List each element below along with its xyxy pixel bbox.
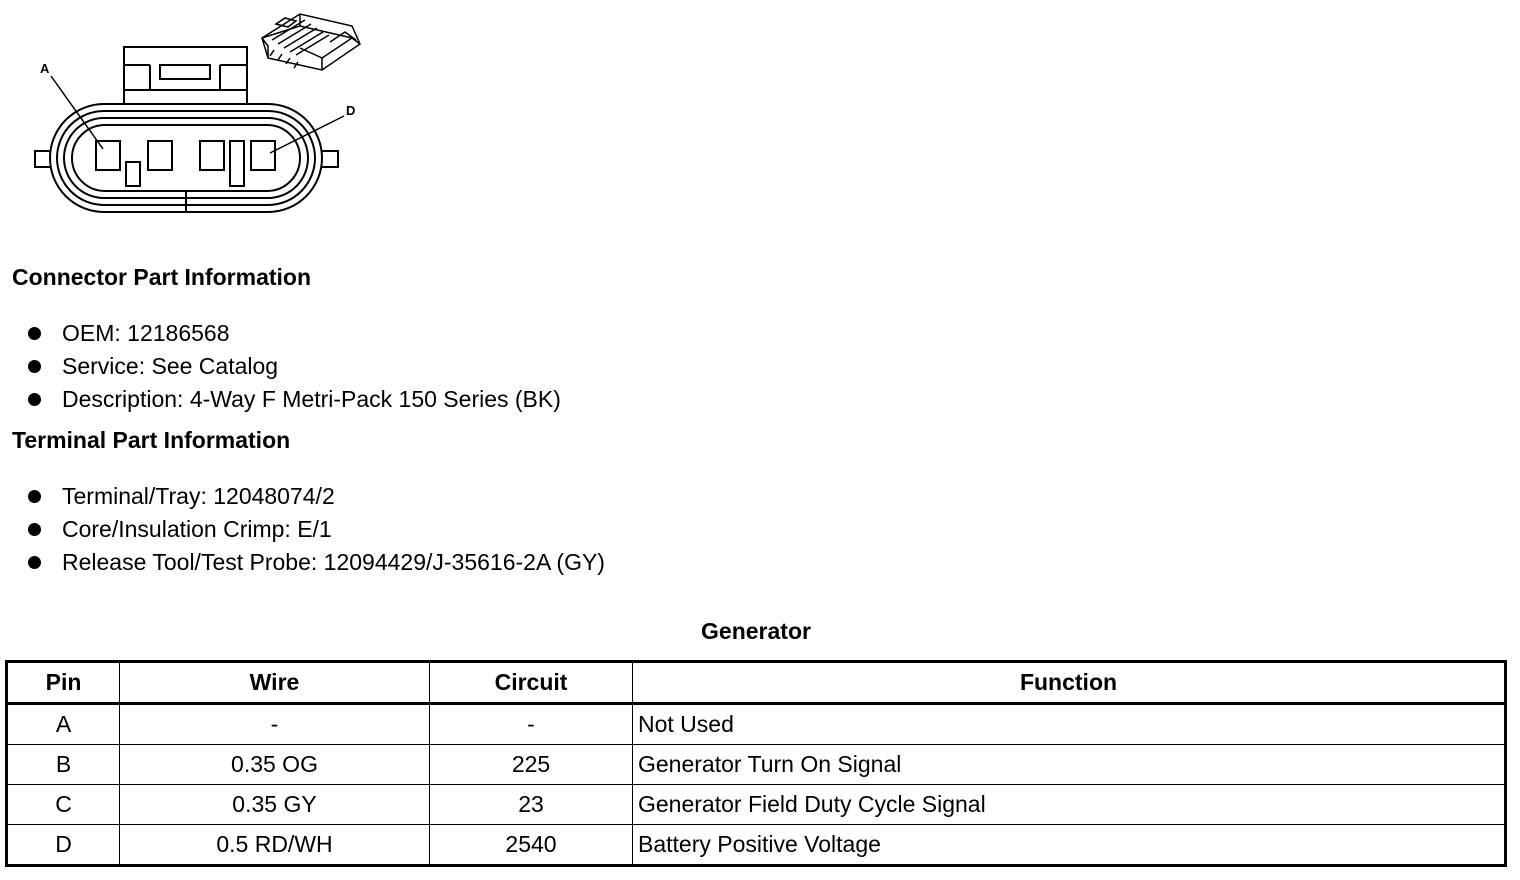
list-item: Release Tool/Test Probe: 12094429/J-35616-2A (GY) <box>28 546 605 579</box>
cell-function: Battery Positive Voltage <box>633 825 1506 866</box>
table-header-row <box>7 662 1506 704</box>
table-title: Generator <box>701 618 811 644</box>
cell-wire: - <box>120 704 430 745</box>
header-function: Function <box>633 662 1506 704</box>
connector-isometric-icon <box>262 14 360 70</box>
cell-wire: 0.35 GY <box>120 785 430 825</box>
cell-wire: 0.35 OG <box>120 745 430 785</box>
header-wire: Wire <box>120 662 430 704</box>
terminal-part-info-heading: Terminal Part Information <box>12 427 291 453</box>
cell-circuit: - <box>430 704 633 745</box>
pin-a-label: A <box>40 61 50 76</box>
list-item: Core/Insulation Crimp: E/1 <box>28 513 605 546</box>
list-item: Service: See Catalog <box>28 350 561 383</box>
list-item: Description: 4-Way F Metri-Pack 150 Series (BK) <box>28 383 561 416</box>
table-row <box>7 825 1506 866</box>
bullet-icon <box>28 556 41 569</box>
terminal-part-info-list <box>28 480 605 579</box>
connector-face-diagram <box>0 0 380 225</box>
list-item: OEM: 12186568 <box>28 317 561 350</box>
cell-function: Generator Turn On Signal <box>633 745 1506 785</box>
cell-circuit: 23 <box>430 785 633 825</box>
bullet-icon <box>28 327 41 340</box>
connector-part-info-list <box>28 317 561 416</box>
pinout-table <box>5 660 1507 867</box>
cell-pin: B <box>7 745 120 785</box>
pin-d-label: D <box>346 103 356 118</box>
table-row <box>7 785 1506 825</box>
header-circuit: Circuit <box>430 662 633 704</box>
cell-pin: A <box>7 704 120 745</box>
bullet-icon <box>28 360 41 373</box>
cell-pin: D <box>7 825 120 866</box>
table-row <box>7 745 1506 785</box>
bullet-icon <box>28 393 41 406</box>
header-pin: Pin <box>7 662 120 704</box>
table-row <box>7 704 1506 745</box>
cell-pin: C <box>7 785 120 825</box>
bullet-icon <box>28 490 41 503</box>
cell-circuit: 2540 <box>430 825 633 866</box>
cell-function: Generator Field Duty Cycle Signal <box>633 785 1506 825</box>
cell-wire: 0.5 RD/WH <box>120 825 430 866</box>
connector-part-info-heading: Connector Part Information <box>12 264 312 290</box>
bullet-icon <box>28 523 41 536</box>
cell-function: Not Used <box>633 704 1506 745</box>
cell-circuit: 225 <box>430 745 633 785</box>
list-item: Terminal/Tray: 12048074/2 <box>28 480 605 513</box>
